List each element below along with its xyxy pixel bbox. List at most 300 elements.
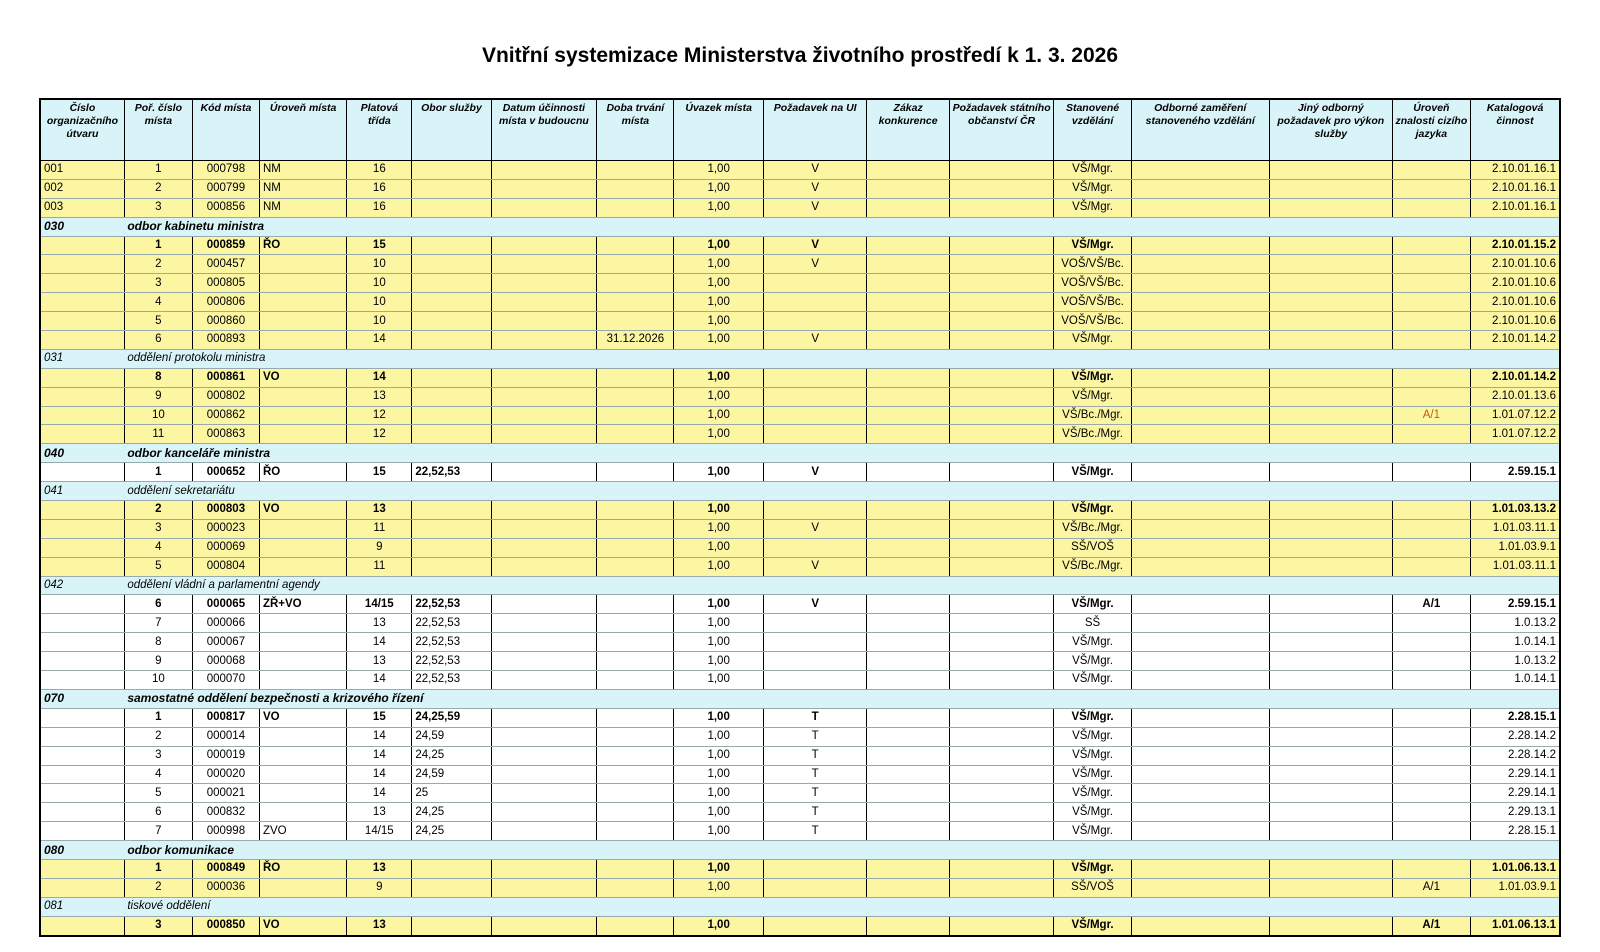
cell-education: VŠ/Mgr. bbox=[1054, 595, 1131, 614]
cell-catalog-activity: 2.28.14.2 bbox=[1470, 727, 1560, 746]
cell-pay-grade: 13 bbox=[347, 614, 412, 633]
cell-education-focus bbox=[1131, 708, 1269, 727]
cell-pay-grade: 11 bbox=[347, 519, 412, 538]
cell-effective-date bbox=[491, 595, 597, 614]
cell-workload: 1,00 bbox=[674, 614, 763, 633]
cell-position-number: 3 bbox=[124, 916, 192, 935]
unit-code: 040 bbox=[40, 444, 124, 463]
cell-education: VŠ/Mgr. bbox=[1054, 822, 1131, 841]
cell-citizenship-requirement bbox=[949, 784, 1054, 803]
cell-unit-code bbox=[40, 746, 124, 765]
cell-position-level bbox=[259, 387, 346, 406]
cell-catalog-activity: 2.28.14.2 bbox=[1470, 746, 1560, 765]
cell-position-number: 1 bbox=[124, 708, 192, 727]
cell-education: VŠ/Mgr. bbox=[1054, 463, 1131, 482]
cell-unit-code bbox=[40, 236, 124, 255]
cell-language-level bbox=[1392, 274, 1470, 293]
cell-catalog-activity: 1.01.07.12.2 bbox=[1470, 425, 1560, 444]
cell-other-requirement bbox=[1269, 765, 1392, 784]
cell-other-requirement bbox=[1269, 312, 1392, 331]
systemization-table bbox=[39, 98, 1561, 937]
cell-unit-code bbox=[40, 331, 124, 350]
cell-unit-code bbox=[40, 614, 124, 633]
cell-duration bbox=[597, 614, 674, 633]
cell-education: VŠ/Bc./Mgr. bbox=[1054, 406, 1131, 425]
cell-service-field: 22,52,53 bbox=[412, 671, 491, 690]
cell-language-level bbox=[1392, 463, 1470, 482]
cell-competition-ban bbox=[867, 595, 949, 614]
cell-education-focus bbox=[1131, 727, 1269, 746]
cell-education: VŠ/Mgr. bbox=[1054, 501, 1131, 520]
cell-position-number: 2 bbox=[124, 255, 192, 274]
cell-duration bbox=[597, 312, 674, 331]
table-row bbox=[40, 746, 1560, 765]
cell-position-level bbox=[259, 652, 346, 671]
cell-unit-code: 003 bbox=[40, 198, 124, 217]
cell-position-code: 000856 bbox=[192, 198, 259, 217]
column-header-position-number: Poř. číslo místa bbox=[124, 99, 192, 161]
cell-language-level bbox=[1392, 784, 1470, 803]
cell-education: SŠ/VOŠ bbox=[1054, 878, 1131, 897]
cell-service-field: 24,25 bbox=[412, 803, 491, 822]
cell-pay-grade: 9 bbox=[347, 538, 412, 557]
column-header-workload: Úvazek místa bbox=[674, 99, 763, 161]
cell-duration bbox=[597, 822, 674, 841]
cell-education-focus bbox=[1131, 387, 1269, 406]
cell-unit-code bbox=[40, 595, 124, 614]
cell-effective-date bbox=[491, 765, 597, 784]
cell-citizenship-requirement bbox=[949, 822, 1054, 841]
cell-service-field bbox=[412, 859, 491, 878]
cell-position-level bbox=[259, 538, 346, 557]
cell-competition-ban bbox=[867, 859, 949, 878]
cell-language-level bbox=[1392, 368, 1470, 387]
table-body bbox=[40, 161, 1560, 936]
cell-workload: 1,00 bbox=[674, 406, 763, 425]
cell-language-level bbox=[1392, 501, 1470, 520]
cell-competition-ban bbox=[867, 501, 949, 520]
cell-position-level: ZŘ+VO bbox=[259, 595, 346, 614]
cell-language-level bbox=[1392, 519, 1470, 538]
cell-education: VŠ/Mgr. bbox=[1054, 859, 1131, 878]
cell-pay-grade: 9 bbox=[347, 878, 412, 897]
cell-duration bbox=[597, 708, 674, 727]
cell-education-focus bbox=[1131, 406, 1269, 425]
cell-citizenship-requirement bbox=[949, 878, 1054, 897]
cell-position-number: 1 bbox=[124, 859, 192, 878]
column-header-position-level: Úroveň místa bbox=[259, 99, 346, 161]
cell-workload: 1,00 bbox=[674, 859, 763, 878]
cell-competition-ban bbox=[867, 519, 949, 538]
cell-workload: 1,00 bbox=[674, 557, 763, 576]
table-row bbox=[40, 236, 1560, 255]
table-row bbox=[40, 538, 1560, 557]
cell-position-number: 3 bbox=[124, 746, 192, 765]
cell-language-level bbox=[1392, 161, 1470, 180]
table-row bbox=[40, 406, 1560, 425]
cell-education-focus bbox=[1131, 671, 1269, 690]
cell-unit-code bbox=[40, 387, 124, 406]
table-row bbox=[40, 765, 1560, 784]
cell-education: VŠ/Bc./Mgr. bbox=[1054, 425, 1131, 444]
cell-education-focus bbox=[1131, 652, 1269, 671]
table-row bbox=[40, 708, 1560, 727]
cell-competition-ban bbox=[867, 331, 949, 350]
cell-position-code: 000014 bbox=[192, 727, 259, 746]
cell-catalog-activity: 1.01.06.13.1 bbox=[1470, 859, 1560, 878]
cell-position-number: 1 bbox=[124, 236, 192, 255]
table-row bbox=[40, 614, 1560, 633]
column-header-citizenship-requirement: Požadavek státního občanství ČR bbox=[949, 99, 1054, 161]
cell-citizenship-requirement bbox=[949, 671, 1054, 690]
cell-education: VŠ/Mgr. bbox=[1054, 331, 1131, 350]
cell-service-field: 24,59 bbox=[412, 765, 491, 784]
cell-citizenship-requirement bbox=[949, 368, 1054, 387]
cell-ui-requirement: V bbox=[763, 198, 867, 217]
cell-pay-grade: 14 bbox=[347, 331, 412, 350]
cell-pay-grade: 14 bbox=[347, 368, 412, 387]
cell-position-code: 000019 bbox=[192, 746, 259, 765]
cell-citizenship-requirement bbox=[949, 161, 1054, 180]
table-row bbox=[40, 595, 1560, 614]
cell-education: VŠ/Mgr. bbox=[1054, 179, 1131, 198]
cell-citizenship-requirement bbox=[949, 274, 1054, 293]
cell-citizenship-requirement bbox=[949, 765, 1054, 784]
cell-workload: 1,00 bbox=[674, 293, 763, 312]
cell-catalog-activity: 2.29.14.1 bbox=[1470, 784, 1560, 803]
cell-duration bbox=[597, 463, 674, 482]
cell-service-field: 24,25 bbox=[412, 746, 491, 765]
cell-pay-grade: 16 bbox=[347, 198, 412, 217]
cell-position-code: 000803 bbox=[192, 501, 259, 520]
unit-name: odbor kanceláře ministra bbox=[124, 444, 1560, 463]
cell-citizenship-requirement bbox=[949, 198, 1054, 217]
unit-header-row bbox=[40, 444, 1560, 463]
cell-duration bbox=[597, 519, 674, 538]
cell-position-code: 000798 bbox=[192, 161, 259, 180]
cell-workload: 1,00 bbox=[674, 368, 763, 387]
cell-education-focus bbox=[1131, 501, 1269, 520]
column-header-service-field: Obor služby bbox=[412, 99, 491, 161]
cell-ui-requirement: T bbox=[763, 727, 867, 746]
cell-education: VŠ/Mgr. bbox=[1054, 161, 1131, 180]
cell-service-field: 22,52,53 bbox=[412, 595, 491, 614]
cell-service-field: 25 bbox=[412, 784, 491, 803]
cell-position-number: 10 bbox=[124, 671, 192, 690]
cell-position-number: 1 bbox=[124, 161, 192, 180]
cell-unit-code bbox=[40, 671, 124, 690]
cell-other-requirement bbox=[1269, 425, 1392, 444]
cell-service-field bbox=[412, 293, 491, 312]
cell-duration bbox=[597, 161, 674, 180]
cell-position-number: 8 bbox=[124, 368, 192, 387]
cell-effective-date bbox=[491, 614, 597, 633]
column-header-education-focus: Odborné zaměření stanoveného vzdělání bbox=[1131, 99, 1269, 161]
cell-other-requirement bbox=[1269, 198, 1392, 217]
cell-education-focus bbox=[1131, 859, 1269, 878]
table-row bbox=[40, 293, 1560, 312]
cell-competition-ban bbox=[867, 463, 949, 482]
unit-code: 031 bbox=[40, 349, 124, 368]
cell-other-requirement bbox=[1269, 557, 1392, 576]
cell-effective-date bbox=[491, 803, 597, 822]
table-row bbox=[40, 274, 1560, 293]
cell-position-level bbox=[259, 312, 346, 331]
cell-workload: 1,00 bbox=[674, 727, 763, 746]
cell-ui-requirement bbox=[763, 501, 867, 520]
cell-language-level bbox=[1392, 387, 1470, 406]
cell-education: VŠ/Bc./Mgr. bbox=[1054, 519, 1131, 538]
cell-education-focus bbox=[1131, 765, 1269, 784]
cell-ui-requirement bbox=[763, 859, 867, 878]
cell-effective-date bbox=[491, 274, 597, 293]
cell-competition-ban bbox=[867, 425, 949, 444]
cell-workload: 1,00 bbox=[674, 425, 763, 444]
cell-effective-date bbox=[491, 822, 597, 841]
cell-pay-grade: 14 bbox=[347, 727, 412, 746]
cell-language-level bbox=[1392, 633, 1470, 652]
cell-position-level: ZVO bbox=[259, 822, 346, 841]
cell-language-level: A/1 bbox=[1392, 406, 1470, 425]
cell-service-field: 22,52,53 bbox=[412, 652, 491, 671]
column-header-language-level: Úroveň znalosti cizího jazyka bbox=[1392, 99, 1470, 161]
cell-workload: 1,00 bbox=[674, 331, 763, 350]
cell-competition-ban bbox=[867, 633, 949, 652]
cell-workload: 1,00 bbox=[674, 595, 763, 614]
cell-other-requirement bbox=[1269, 236, 1392, 255]
cell-education-focus bbox=[1131, 274, 1269, 293]
cell-duration bbox=[597, 198, 674, 217]
cell-language-level: A/1 bbox=[1392, 878, 1470, 897]
cell-workload: 1,00 bbox=[674, 803, 763, 822]
cell-catalog-activity: 2.10.01.16.1 bbox=[1470, 179, 1560, 198]
cell-competition-ban bbox=[867, 368, 949, 387]
cell-unit-code bbox=[40, 274, 124, 293]
cell-citizenship-requirement bbox=[949, 916, 1054, 935]
cell-position-code: 000070 bbox=[192, 671, 259, 690]
cell-other-requirement bbox=[1269, 803, 1392, 822]
cell-unit-code bbox=[40, 727, 124, 746]
cell-pay-grade: 13 bbox=[347, 859, 412, 878]
cell-service-field bbox=[412, 274, 491, 293]
cell-position-code: 000805 bbox=[192, 274, 259, 293]
cell-education-focus bbox=[1131, 425, 1269, 444]
cell-duration bbox=[597, 406, 674, 425]
cell-pay-grade: 13 bbox=[347, 652, 412, 671]
cell-position-level: VO bbox=[259, 368, 346, 387]
cell-duration bbox=[597, 803, 674, 822]
cell-language-level bbox=[1392, 425, 1470, 444]
cell-effective-date bbox=[491, 501, 597, 520]
cell-position-number: 6 bbox=[124, 331, 192, 350]
cell-language-level bbox=[1392, 255, 1470, 274]
cell-workload: 1,00 bbox=[674, 708, 763, 727]
cell-effective-date bbox=[491, 727, 597, 746]
cell-competition-ban bbox=[867, 671, 949, 690]
table-row bbox=[40, 878, 1560, 897]
cell-education: SŠ bbox=[1054, 614, 1131, 633]
cell-position-code: 000862 bbox=[192, 406, 259, 425]
cell-workload: 1,00 bbox=[674, 236, 763, 255]
cell-catalog-activity: 2.10.01.15.2 bbox=[1470, 236, 1560, 255]
cell-language-level bbox=[1392, 859, 1470, 878]
cell-competition-ban bbox=[867, 293, 949, 312]
cell-education-focus bbox=[1131, 595, 1269, 614]
cell-language-level bbox=[1392, 179, 1470, 198]
cell-competition-ban bbox=[867, 652, 949, 671]
cell-unit-code bbox=[40, 425, 124, 444]
cell-duration bbox=[597, 595, 674, 614]
cell-position-number: 5 bbox=[124, 557, 192, 576]
cell-language-level bbox=[1392, 331, 1470, 350]
cell-service-field bbox=[412, 538, 491, 557]
cell-citizenship-requirement bbox=[949, 236, 1054, 255]
cell-other-requirement bbox=[1269, 179, 1392, 198]
cell-education-focus bbox=[1131, 293, 1269, 312]
cell-catalog-activity: 2.29.13.1 bbox=[1470, 803, 1560, 822]
cell-citizenship-requirement bbox=[949, 425, 1054, 444]
cell-competition-ban bbox=[867, 557, 949, 576]
cell-unit-code bbox=[40, 501, 124, 520]
cell-position-code: 000457 bbox=[192, 255, 259, 274]
cell-effective-date bbox=[491, 519, 597, 538]
cell-language-level bbox=[1392, 727, 1470, 746]
cell-education: VOŠ/VŠ/Bc. bbox=[1054, 274, 1131, 293]
cell-ui-requirement bbox=[763, 387, 867, 406]
cell-unit-code bbox=[40, 406, 124, 425]
cell-pay-grade: 13 bbox=[347, 916, 412, 935]
unit-header-row bbox=[40, 841, 1560, 860]
cell-workload: 1,00 bbox=[674, 538, 763, 557]
cell-service-field bbox=[412, 519, 491, 538]
cell-effective-date bbox=[491, 425, 597, 444]
cell-workload: 1,00 bbox=[674, 916, 763, 935]
cell-ui-requirement: T bbox=[763, 765, 867, 784]
cell-ui-requirement bbox=[763, 633, 867, 652]
cell-unit-code bbox=[40, 293, 124, 312]
cell-other-requirement bbox=[1269, 614, 1392, 633]
unit-name: odbor komunikace bbox=[124, 841, 1560, 860]
cell-effective-date bbox=[491, 331, 597, 350]
cell-position-number: 9 bbox=[124, 652, 192, 671]
cell-citizenship-requirement bbox=[949, 538, 1054, 557]
unit-name: tiskové oddělení bbox=[124, 897, 1560, 916]
cell-unit-code bbox=[40, 652, 124, 671]
cell-unit-code bbox=[40, 708, 124, 727]
cell-effective-date bbox=[491, 746, 597, 765]
cell-unit-code bbox=[40, 878, 124, 897]
cell-catalog-activity: 2.10.01.10.6 bbox=[1470, 274, 1560, 293]
cell-position-code: 000021 bbox=[192, 784, 259, 803]
cell-unit-code bbox=[40, 463, 124, 482]
unit-header-row bbox=[40, 897, 1560, 916]
cell-duration bbox=[597, 784, 674, 803]
cell-workload: 1,00 bbox=[674, 822, 763, 841]
cell-position-code: 000817 bbox=[192, 708, 259, 727]
column-header-duration: Doba trvání místa bbox=[597, 99, 674, 161]
cell-position-number: 11 bbox=[124, 425, 192, 444]
cell-position-number: 2 bbox=[124, 878, 192, 897]
cell-ui-requirement: V bbox=[763, 179, 867, 198]
table-row bbox=[40, 803, 1560, 822]
cell-position-level bbox=[259, 633, 346, 652]
cell-position-code: 000067 bbox=[192, 633, 259, 652]
cell-pay-grade: 14 bbox=[347, 765, 412, 784]
cell-service-field bbox=[412, 179, 491, 198]
cell-position-code: 000799 bbox=[192, 179, 259, 198]
cell-language-level bbox=[1392, 538, 1470, 557]
cell-effective-date bbox=[491, 387, 597, 406]
cell-position-code: 000859 bbox=[192, 236, 259, 255]
cell-workload: 1,00 bbox=[674, 652, 763, 671]
cell-duration bbox=[597, 765, 674, 784]
cell-position-level: NM bbox=[259, 161, 346, 180]
cell-position-number: 10 bbox=[124, 406, 192, 425]
table-row bbox=[40, 652, 1560, 671]
cell-position-code: 000036 bbox=[192, 878, 259, 897]
cell-education-focus bbox=[1131, 822, 1269, 841]
cell-effective-date bbox=[491, 198, 597, 217]
cell-citizenship-requirement bbox=[949, 614, 1054, 633]
cell-ui-requirement: V bbox=[763, 161, 867, 180]
cell-workload: 1,00 bbox=[674, 387, 763, 406]
cell-education-focus bbox=[1131, 633, 1269, 652]
cell-education: VŠ/Mgr. bbox=[1054, 916, 1131, 935]
cell-ui-requirement: V bbox=[763, 519, 867, 538]
cell-position-level bbox=[259, 519, 346, 538]
cell-other-requirement bbox=[1269, 463, 1392, 482]
cell-position-code: 000832 bbox=[192, 803, 259, 822]
cell-service-field bbox=[412, 387, 491, 406]
cell-ui-requirement bbox=[763, 293, 867, 312]
cell-effective-date bbox=[491, 916, 597, 935]
cell-workload: 1,00 bbox=[674, 633, 763, 652]
cell-service-field bbox=[412, 368, 491, 387]
cell-unit-code bbox=[40, 312, 124, 331]
column-header-ui-requirement: Požadavek na UI bbox=[763, 99, 867, 161]
cell-unit-code bbox=[40, 368, 124, 387]
table-row bbox=[40, 161, 1560, 180]
cell-other-requirement bbox=[1269, 406, 1392, 425]
cell-education-focus bbox=[1131, 803, 1269, 822]
cell-effective-date bbox=[491, 368, 597, 387]
cell-position-number: 3 bbox=[124, 198, 192, 217]
cell-effective-date bbox=[491, 236, 597, 255]
cell-unit-code bbox=[40, 784, 124, 803]
cell-effective-date bbox=[491, 161, 597, 180]
cell-ui-requirement: V bbox=[763, 236, 867, 255]
unit-code: 080 bbox=[40, 841, 124, 860]
cell-workload: 1,00 bbox=[674, 746, 763, 765]
cell-unit-code bbox=[40, 255, 124, 274]
cell-duration bbox=[597, 746, 674, 765]
cell-education: VŠ/Mgr. bbox=[1054, 765, 1131, 784]
cell-citizenship-requirement bbox=[949, 708, 1054, 727]
cell-education: VŠ/Mgr. bbox=[1054, 633, 1131, 652]
cell-education-focus bbox=[1131, 312, 1269, 331]
cell-education-focus bbox=[1131, 784, 1269, 803]
cell-education-focus bbox=[1131, 463, 1269, 482]
cell-catalog-activity: 2.10.01.10.6 bbox=[1470, 312, 1560, 331]
table-row bbox=[40, 255, 1560, 274]
cell-catalog-activity: 2.29.14.1 bbox=[1470, 765, 1560, 784]
cell-position-level: NM bbox=[259, 179, 346, 198]
cell-service-field bbox=[412, 198, 491, 217]
cell-position-number: 4 bbox=[124, 538, 192, 557]
cell-catalog-activity: 1.01.03.11.1 bbox=[1470, 519, 1560, 538]
table-row bbox=[40, 179, 1560, 198]
cell-position-level bbox=[259, 425, 346, 444]
